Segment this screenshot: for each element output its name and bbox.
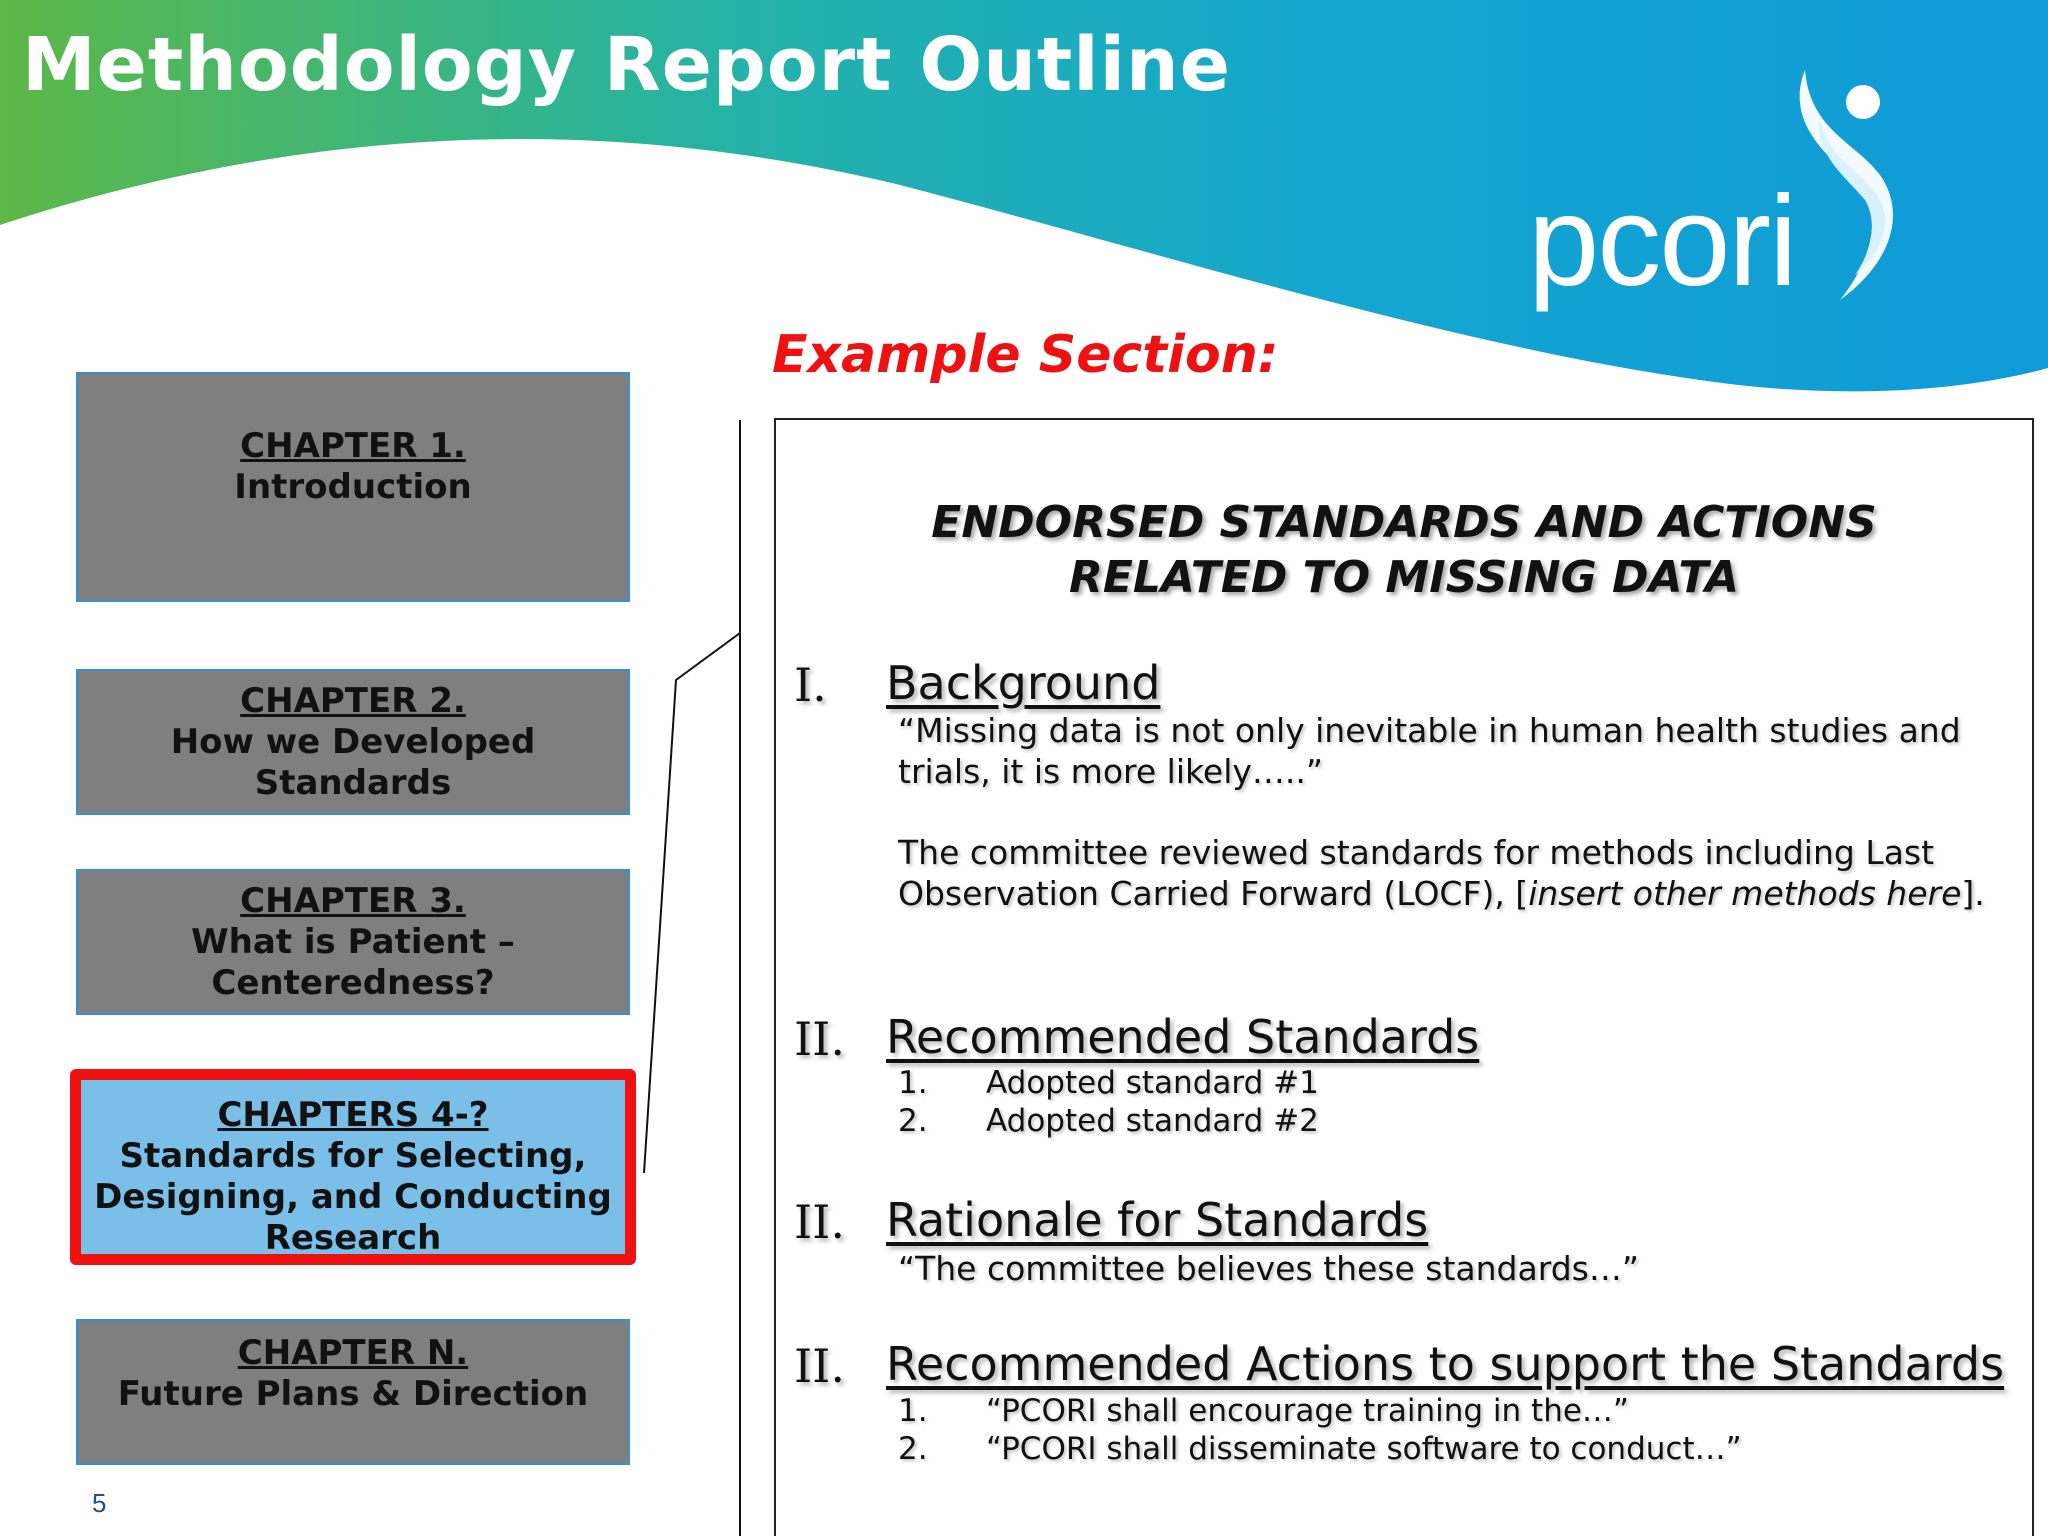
chapter-1-box bbox=[76, 372, 630, 602]
section-title-background: Background bbox=[886, 656, 1161, 710]
pcori-logo-text: pcori bbox=[1528, 170, 1796, 313]
callout-connector bbox=[630, 415, 750, 1536]
chapters-4-box-highlighted bbox=[70, 1069, 636, 1265]
list-item-text: “PCORI shall encourage training in the…” bbox=[986, 1393, 1629, 1429]
chapter-number: CHAPTERS 4-? bbox=[217, 1095, 489, 1135]
example-section-panel bbox=[774, 418, 2034, 1536]
section-title-recommended-standards: Recommended Standards bbox=[886, 1010, 1480, 1064]
list-item bbox=[898, 1430, 1742, 1468]
list-item bbox=[898, 1064, 1319, 1102]
background-text-main: The committee reviewed standards for methods including Last Observation Carried Forward (LOCF), [ bbox=[898, 833, 1935, 913]
list-item-number: 1. bbox=[898, 1065, 928, 1101]
panel-heading-line-2: RELATED TO MISSING DATA bbox=[1068, 552, 1740, 603]
background-text-end: ]. bbox=[1961, 874, 1985, 913]
background-text bbox=[898, 832, 2023, 914]
chapter-name: How we Developed Standards bbox=[170, 722, 536, 803]
chapter-number: CHAPTER 3. bbox=[240, 881, 466, 921]
list-item bbox=[898, 1392, 1629, 1430]
list-item-text: Adopted standard #1 bbox=[986, 1065, 1319, 1101]
section-numeral: II. bbox=[794, 1339, 845, 1393]
chapter-name: What is Patient – Centeredness? bbox=[191, 922, 515, 1003]
chapter-3-box bbox=[76, 869, 630, 1015]
background-quote: “Missing data is not only inevitable in human health studies and trials, it is more likely…..” bbox=[898, 711, 1961, 791]
list-item-text: “PCORI shall disseminate software to conduct…” bbox=[986, 1431, 1742, 1467]
list-item-number: 2. bbox=[898, 1431, 928, 1467]
chapter-number: CHAPTER N. bbox=[237, 1333, 469, 1373]
chapter-name: Introduction bbox=[234, 467, 472, 507]
list-item bbox=[898, 1102, 1319, 1140]
section-numeral: I. bbox=[794, 658, 827, 712]
chapter-number: CHAPTER 2. bbox=[240, 681, 466, 721]
list-item-text: Adopted standard #2 bbox=[986, 1103, 1319, 1139]
section-numeral: II. bbox=[794, 1195, 845, 1249]
pcori-figure-icon bbox=[1785, 60, 1900, 310]
list-item-number: 2. bbox=[898, 1103, 928, 1139]
section-title-rationale: Rationale for Standards bbox=[886, 1193, 1429, 1247]
chapter-name: Standards for Selecting, Designing, and Conducting Research bbox=[94, 1136, 612, 1258]
chapter-name: Future Plans & Direction bbox=[117, 1374, 589, 1414]
panel-heading bbox=[776, 495, 2032, 605]
chapter-n-box bbox=[76, 1319, 630, 1465]
section-numeral: II. bbox=[794, 1012, 845, 1066]
example-section-label: Example Section: bbox=[772, 325, 1279, 385]
panel-heading-line-1: ENDORSED STANDARDS AND ACTIONS bbox=[931, 497, 1877, 548]
page-number: 5 bbox=[92, 1488, 107, 1518]
chapter-2-box bbox=[76, 669, 630, 815]
list-item-number: 1. bbox=[898, 1393, 928, 1429]
chapter-number: CHAPTER 1. bbox=[240, 426, 466, 466]
slide-title: Methodology Report Outline bbox=[22, 22, 1231, 108]
background-text-italic: insert other methods here bbox=[1528, 874, 1962, 913]
section-title-recommended-actions: Recommended Actions to support the Standards bbox=[886, 1337, 2005, 1391]
rationale-quote: “The committee believes these standards…” bbox=[898, 1249, 1639, 1288]
